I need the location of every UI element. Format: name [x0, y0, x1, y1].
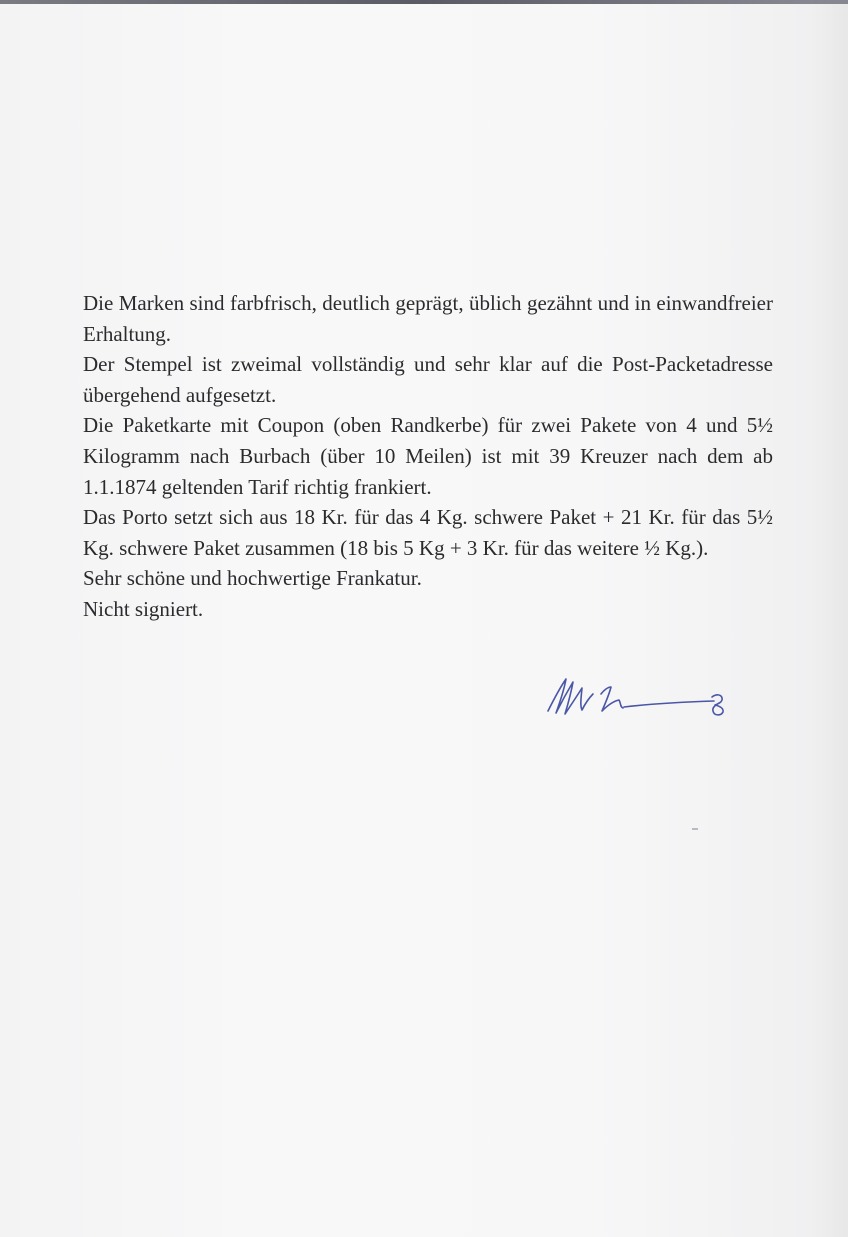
- paragraph-signed-status: Nicht signiert.: [83, 596, 204, 621]
- paragraph-parcel-card: Die Paketkarte mit Coupon (oben Randkerbe) für zwei Pakete von 4 und 5½ Kilogramm nach Burbach (über 10 Meilen) ist mit 39 Kreuzer nach dem ab 1.1.1874 geltenden Tarif richtig frankiert.: [83, 413, 773, 499]
- certificate-text: [83, 288, 773, 625]
- paragraph-condition: Die Marken sind farbfrisch, deutlich geprägt, üblich gezähnt und in einwandfreier Erhaltung.: [83, 291, 773, 346]
- paper-speck: [692, 828, 698, 830]
- scan-edge: [0, 0, 848, 4]
- paragraph-postage: Das Porto setzt sich aus 18 Kr. für das 4 Kg. schwere Paket + 21 Kr. für das 5½ Kg. schwere Paket zusammen (18 bis 5 Kg + 3 Kr. für das weitere ½ Kg.).: [83, 505, 773, 560]
- handwritten-signature: [544, 674, 736, 720]
- paragraph-cancellation: Der Stempel ist zweimal vollständig und sehr klar auf die Post-Packetadresse übergehend aufgesetzt.: [83, 352, 773, 407]
- page-shadow: [808, 0, 848, 1237]
- paragraph-assessment: Sehr schöne und hochwertige Frankatur.: [83, 566, 422, 591]
